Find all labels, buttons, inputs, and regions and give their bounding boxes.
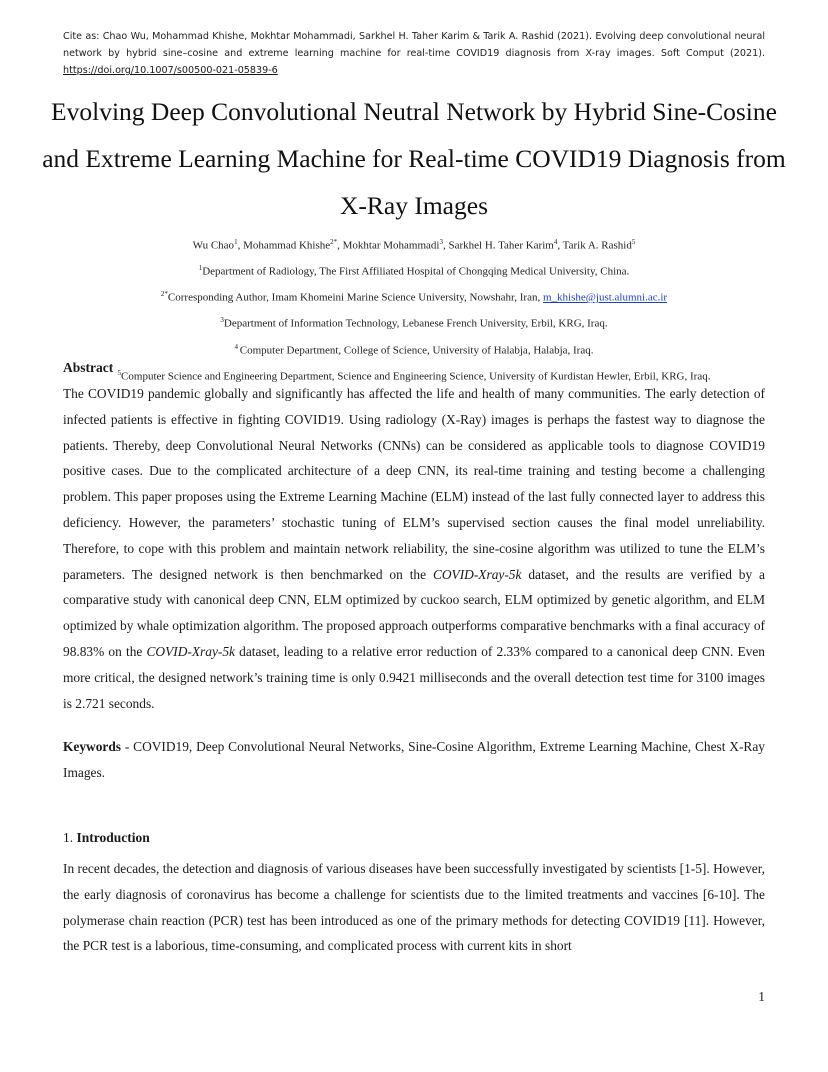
author-name: Wu Chao <box>192 239 235 252</box>
author-list: Wu Chao$^1$, Mohammad Khishe$^{2*}$, Mokhtar Mohammadi$^3$, Sarkhel H. Taher Karim$^4$, Tarik A. Rashid$^5$ <box>192 238 636 252</box>
abstract-text: The COVID19 pandemic globally and significantly has affected the life and health of many communities. The early detection of infected patients is effective in fighting COVID19. Using radiology (X-Ray) images is perhaps the fastest way to diagnose the patients. Thereby, deep Convolutional Neural Networks (CNNs) can be considered as applicable tools to diagnose COVID19 positive cases. Due to the complicated architecture of a deep CNN, its real-time training and testing become a challenging problem. This paper proposes using the Extreme Learning Machine (ELM) instead of the last fully connected layer to address this deficiency. However, the parameters’ stochastic tuning of ELM’s supervised section causes the final model unreliability. Therefore, to cope with this problem and maintain network reliability, the sine-cosine algorithm was utilized to tune the ELM’s parameters. The designed network is then benchmarked on the <box>63 386 765 582</box>
keywords-block <box>63 734 765 786</box>
affiliation-sup: 4 <box>234 342 240 351</box>
section-number: 1. <box>63 830 77 845</box>
affiliation-sup: 1 <box>198 264 203 273</box>
author-name: Sarkhel H. Taher Karim <box>448 239 554 252</box>
affiliation-sup: 3 <box>220 316 224 325</box>
introduction-body: In recent decades, the detection and diagnosis of various diseases have been successfully investigated by scientists [1-5]. However, the early diagnosis of coronavirus has become a challenge for scientists due to the limited treatments and vaccines [6-10]. The polymerase chain reaction (PCR) test has been introduced as one of the primary methods for detecting COVID19 [11]. However, the PCR test is a laborious, time-consuming, and complicated process with current kits in short <box>63 861 765 954</box>
dataset-name: COVID-Xray-5k <box>432 566 522 582</box>
dataset-name: COVID-Xray-5k <box>146 643 235 659</box>
author-sup: 5 <box>631 238 636 246</box>
citation-text: Cite as: Chao Wu, Mohammad Khishe, Mokhtar Mohammadi, Sarkhel H. Taher Karim & Tarik A. Rashid (2021). Evolving deep convolutional neural network by hybrid sine–cosine and extreme learning machine for real-time COVID19 diagnosis from X-ray images. Soft Comput (2021). <box>63 31 765 59</box>
affiliation-text: Corresponding Author, Imam Khomeini Marine Science University, Nowshahr, Iran, <box>167 291 543 304</box>
affiliation-1 <box>40 257 788 283</box>
section-heading-introduction <box>63 827 150 849</box>
author-name: Mokhtar Mohammadi <box>342 239 440 252</box>
email-link[interactable]: m_khishe@just.alumni.ac.ir <box>542 291 668 304</box>
abstract-text: dataset, and the results are verified by a comparative study with canonical deep CNN, ELM optimized by cuckoo search, ELM optimized by genetic algorithm, and ELM optimized by whale optimization algorithm. The proposed approach outperforms comparative benchmarks with a final accuracy of 98.83% on the <box>63 566 765 659</box>
abstract-heading: Abstract <box>63 360 114 375</box>
keywords-label: Keywords <box>63 739 122 754</box>
paper-title: Evolving Deep Convolutional Neutral Network by Hybrid Sine-Cosine and Extreme Learning Machine for Real-time COVID19 Diagnosis from X-Ray Images <box>42 97 786 220</box>
author-sup: 2* <box>330 238 338 246</box>
abstract-body <box>63 381 765 716</box>
author-sup: 1 <box>234 238 238 246</box>
author-sup: 4 <box>553 238 558 246</box>
affiliation-3 <box>40 309 788 335</box>
abstract-text: dataset, leading to a relative error reduction of 2.33% compared to a canonical deep CNN. Even more critical, the designed network’s training time is only 0.9421 milliseconds and the overall detection test time for 3100 images is 2.721 seconds. <box>63 643 765 711</box>
author-name: Tarik A. Rashid <box>562 239 632 252</box>
affiliation-text: Department of Information Technology, Lebanese French University, Erbil, KRG, Iraq. <box>223 318 608 331</box>
affiliation-sup: 2* <box>160 290 168 299</box>
citation-block <box>63 28 765 79</box>
affiliation-sup: 5 <box>117 368 122 377</box>
doi-link[interactable]: https://doi.org/10.1007/s00500-021-05839-6 <box>63 65 278 76</box>
author-sup: 3 <box>439 238 443 246</box>
affiliation-4 <box>40 336 788 362</box>
affiliation-text: Computer Science and Engineering Department, Science and Engineering Science, University of Kurdistan Hewler, Erbil, KRG, Iraq. <box>121 370 711 383</box>
affiliation-2 <box>40 283 788 309</box>
keywords-text: - COVID19, Deep Convolutional Neural Networks, Sine-Cosine Algorithm, Extreme Learning Machine, Chest X-Ray Images. <box>63 739 765 780</box>
author-block <box>40 231 788 388</box>
author-name: Mohammad Khishe <box>243 239 331 252</box>
affiliation-text: Department of Radiology, The First Affiliated Hospital of Chongqing Medical University, China. <box>202 265 630 278</box>
affiliation-text: Computer Department, College of Science, University of Halabja, Halabja, Iraq. <box>239 344 594 357</box>
section-title: Introduction <box>76 830 150 845</box>
page-number: 1 <box>758 989 765 1004</box>
